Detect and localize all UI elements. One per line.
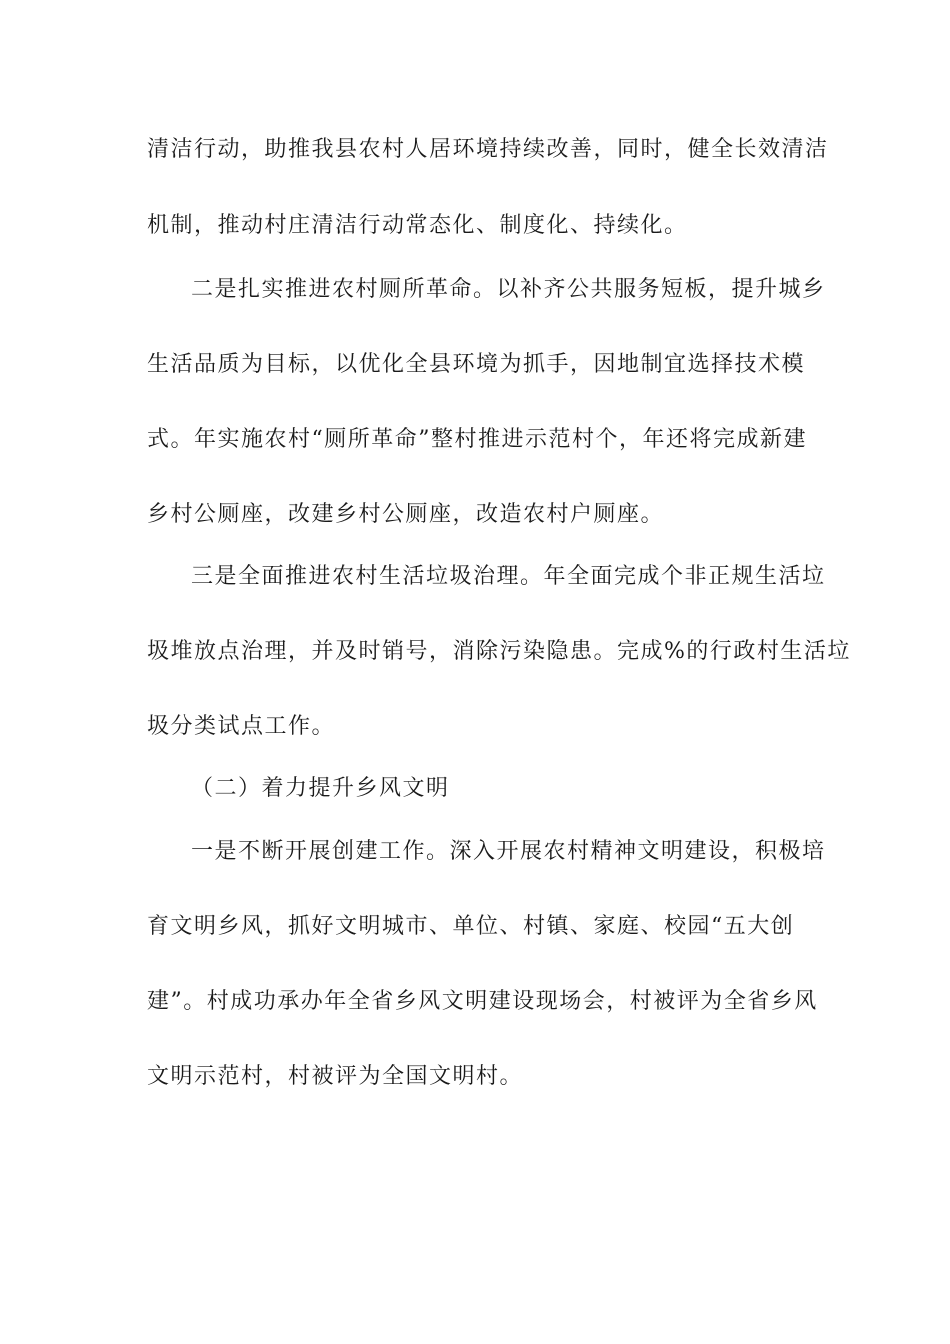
paragraph-line: 圾分类试点工作。	[147, 714, 336, 739]
paragraph-line: 三是全面推进农村生活垃圾治理。年全面完成个非正规生活垃	[191, 564, 826, 589]
paragraph-line: 圾堆放点治理，并及时销号，消除污染隐患。完成%的行政村生活垃	[147, 639, 851, 664]
paragraph-line: 一是不断开展创建工作。深入开展农村精神文明建设，积极培	[191, 839, 826, 864]
paragraph-line: 二是扎实推进农村厕所革命。以补齐公共服务短板，提升城乡	[191, 277, 826, 302]
paragraph-line: 式。年实施农村“厕所革命”整村推进示范村个，年还将完成新建	[147, 427, 807, 452]
paragraph-line: 育文明乡风，抓好文明城市、单位、村镇、家庭、校园“五大创	[147, 914, 795, 939]
paragraph-line: 机制，推动村庄清洁行动常态化、制度化、持续化。	[147, 213, 688, 238]
paragraph-line: 乡村公厕座，改建乡村公厕座，改造农村户厕座。	[147, 502, 665, 527]
paragraph-line: 建”。村成功承办年全省乡风文明建设现场会，村被评为全省乡风	[147, 989, 818, 1014]
section-heading: （二）着力提升乡风文明	[191, 776, 450, 801]
paragraph-line: 生活品质为目标，以优化全县环境为抓手，因地制宜选择技术模	[147, 352, 806, 377]
paragraph-line: 文明示范村，村被评为全国文明村。	[147, 1064, 524, 1089]
paragraph-line: 清洁行动，助推我县农村人居环境持续改善，同时，健全长效清洁	[147, 137, 829, 162]
